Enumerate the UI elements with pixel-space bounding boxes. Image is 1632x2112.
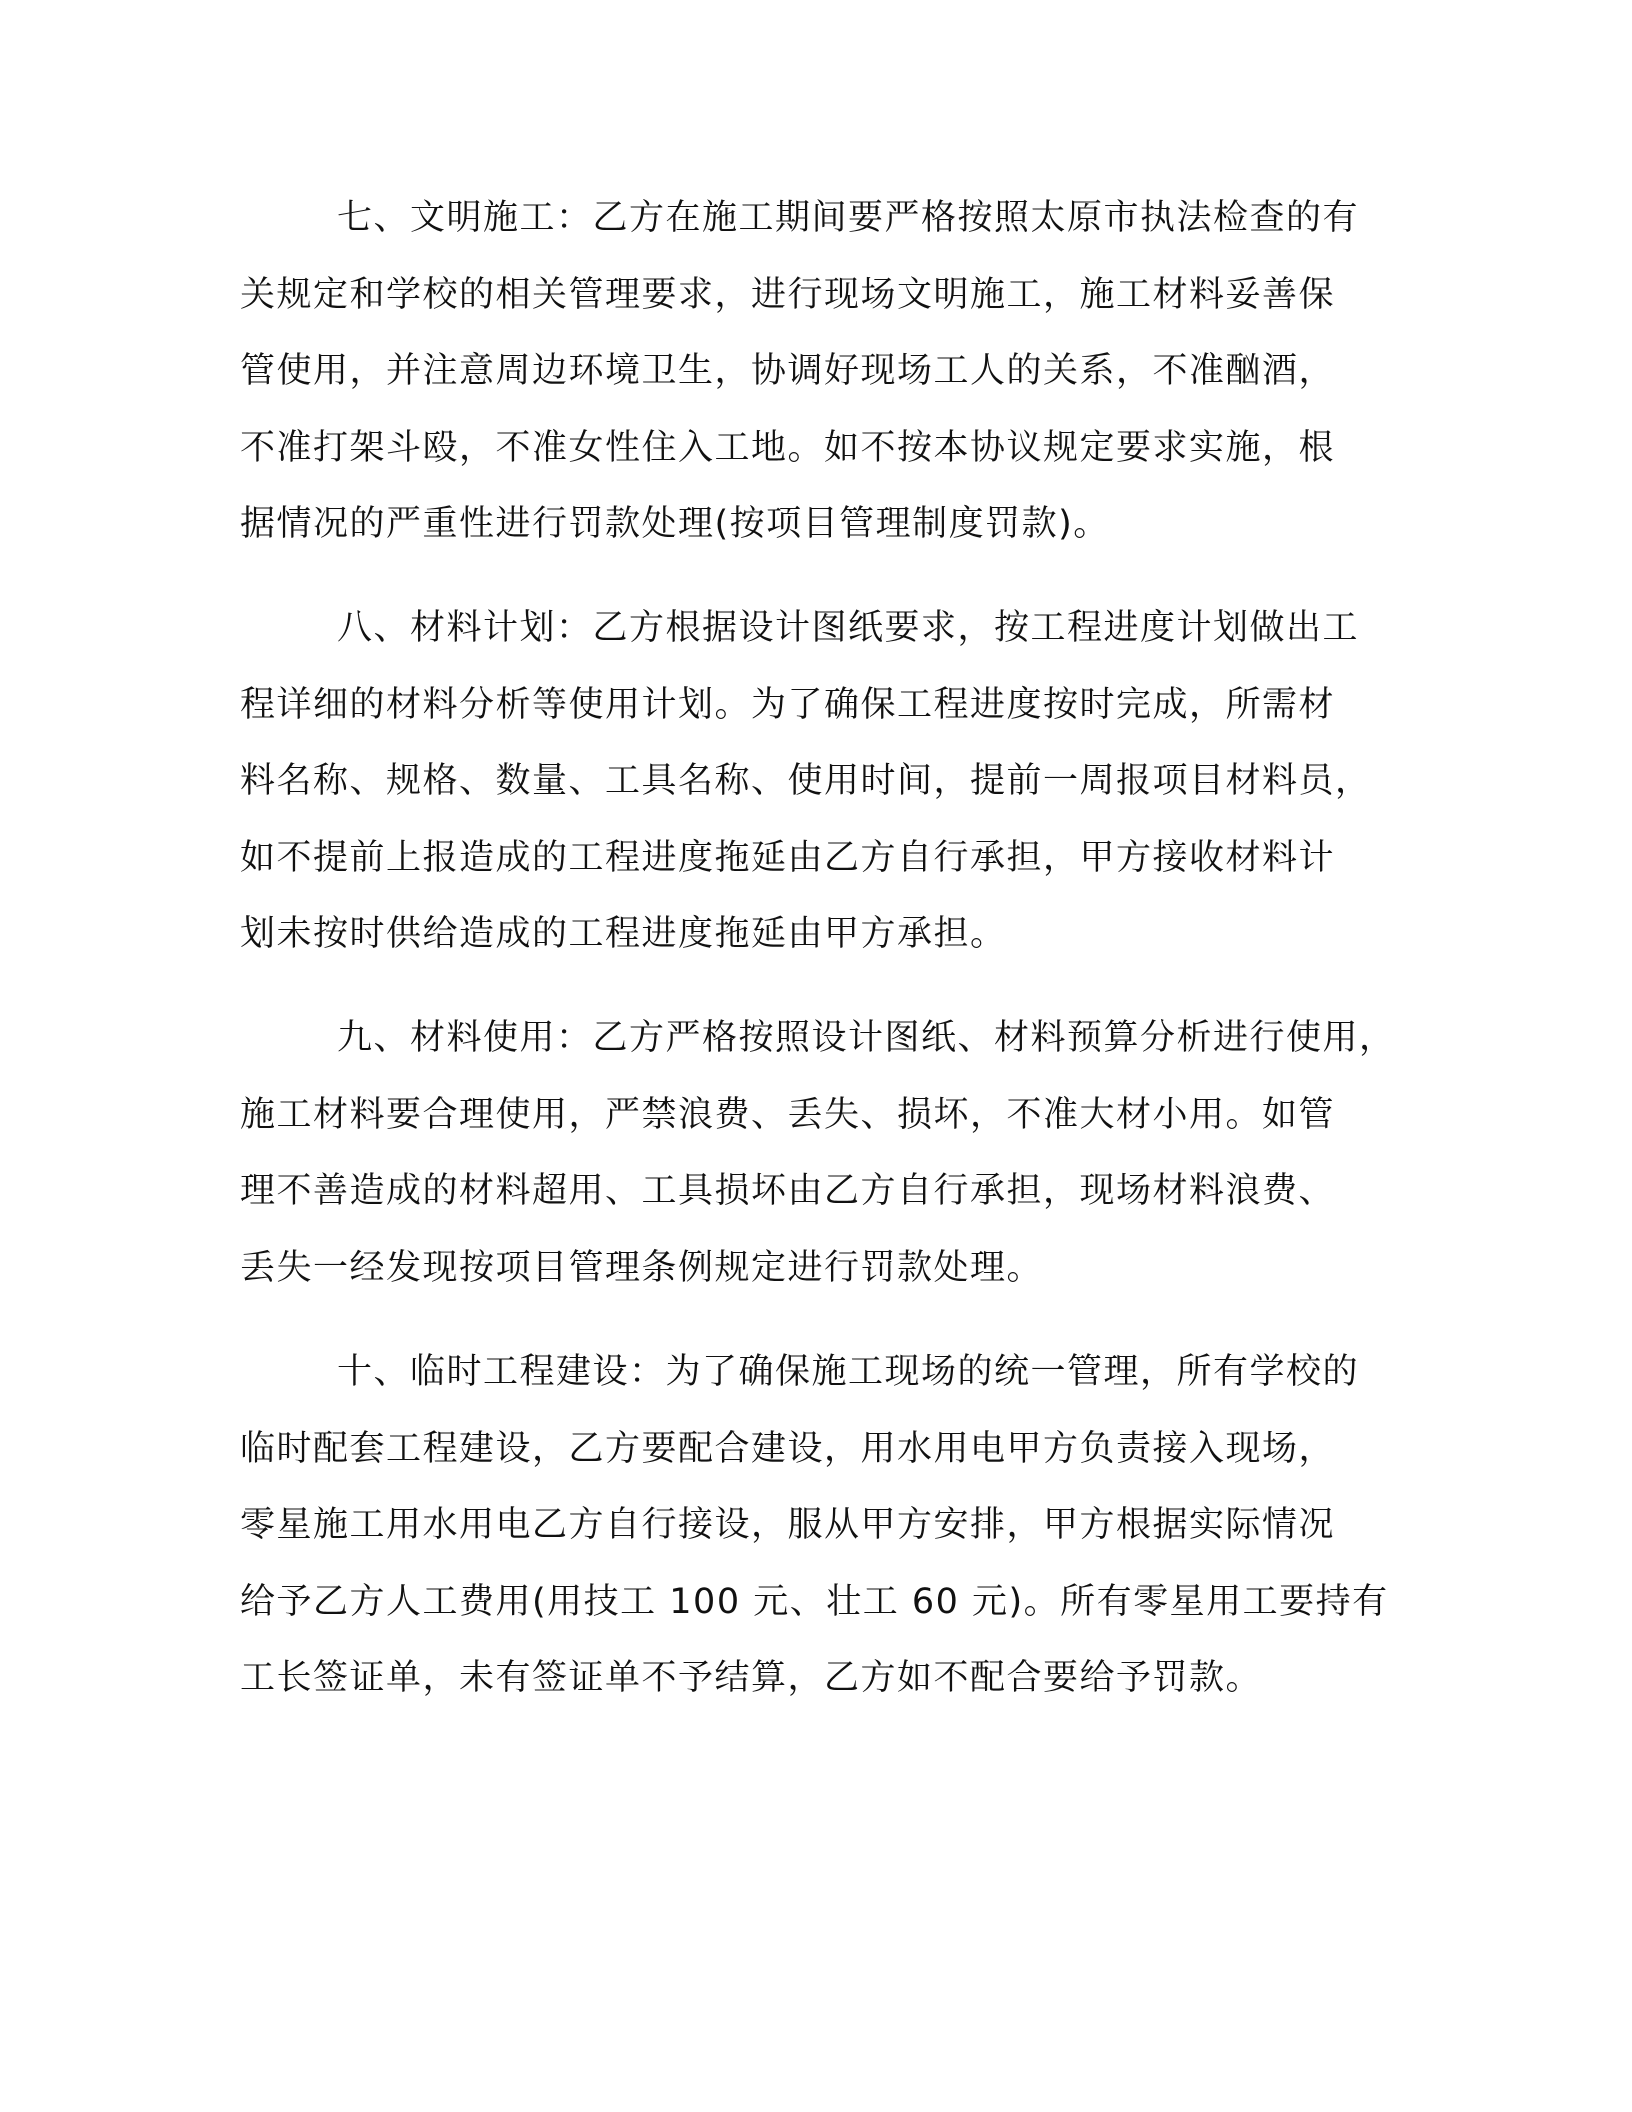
section-9-line-2: 施工材料要合理使用，严禁浪费、丢失、损坏，不准大材小用。如管 bbox=[240, 1095, 1336, 1135]
section-7-line-3: 管使用，并注意周边环境卫生，协调好现场工人的关系，不准酗酒， bbox=[240, 351, 1336, 391]
section-10-line-2: 临时配套工程建设，乙方要配合建设，用水用电甲方负责接入现场， bbox=[240, 1429, 1336, 1469]
section-10-line-4: 给予乙方人工费用(用技工 100 元、壮工 60 元)。所有零星用工要持有 bbox=[240, 1582, 1389, 1622]
section-9-line-4: 丢失一经发现按项目管理条例规定进行罚款处理。 bbox=[240, 1248, 1044, 1288]
section-7-line-4: 不准打架斗殴，不准女性住入工地。如不按本协议规定要求实施，根 bbox=[240, 428, 1336, 468]
section-10-line-1: 十、临时工程建设：为了确保施工现场的统一管理，所有学校的 bbox=[337, 1352, 1360, 1392]
section-9-line-1: 九、材料使用：乙方严格按照设计图纸、材料预算分析进行使用， bbox=[337, 1018, 1396, 1058]
section-10-line-5: 工长签证单，未有签证单不予结算，乙方如不配合要给予罚款。 bbox=[240, 1658, 1263, 1698]
section-10-line-3: 零星施工用水用电乙方自行接设，服从甲方安排，甲方根据实际情况 bbox=[240, 1505, 1336, 1545]
section-8-line-4: 如不提前上报造成的工程进度拖延由乙方自行承担，甲方接收材料计 bbox=[240, 838, 1336, 878]
section-8-line-1: 八、材料计划：乙方根据设计图纸要求，按工程进度计划做出工 bbox=[337, 608, 1360, 648]
section-8-line-2: 程详细的材料分析等使用计划。为了确保工程进度按时完成，所需材 bbox=[240, 685, 1336, 725]
section-7-line-1: 七、文明施工：乙方在施工期间要严格按照太原市执法检查的有 bbox=[337, 198, 1360, 238]
section-8-line-5: 划未按时供给造成的工程进度拖延由甲方承担。 bbox=[240, 914, 1007, 954]
section-7-line-5: 据情况的严重性进行罚款处理(按项目管理制度罚款)。 bbox=[240, 504, 1110, 544]
section-9-line-3: 理不善造成的材料超用、工具损坏由乙方自行承担，现场材料浪费、 bbox=[240, 1171, 1336, 1211]
section-7-line-2: 关规定和学校的相关管理要求，进行现场文明施工，施工材料妥善保 bbox=[240, 275, 1336, 315]
section-8-line-3: 料名称、规格、数量、工具名称、使用时间，提前一周报项目材料员， bbox=[240, 761, 1372, 801]
